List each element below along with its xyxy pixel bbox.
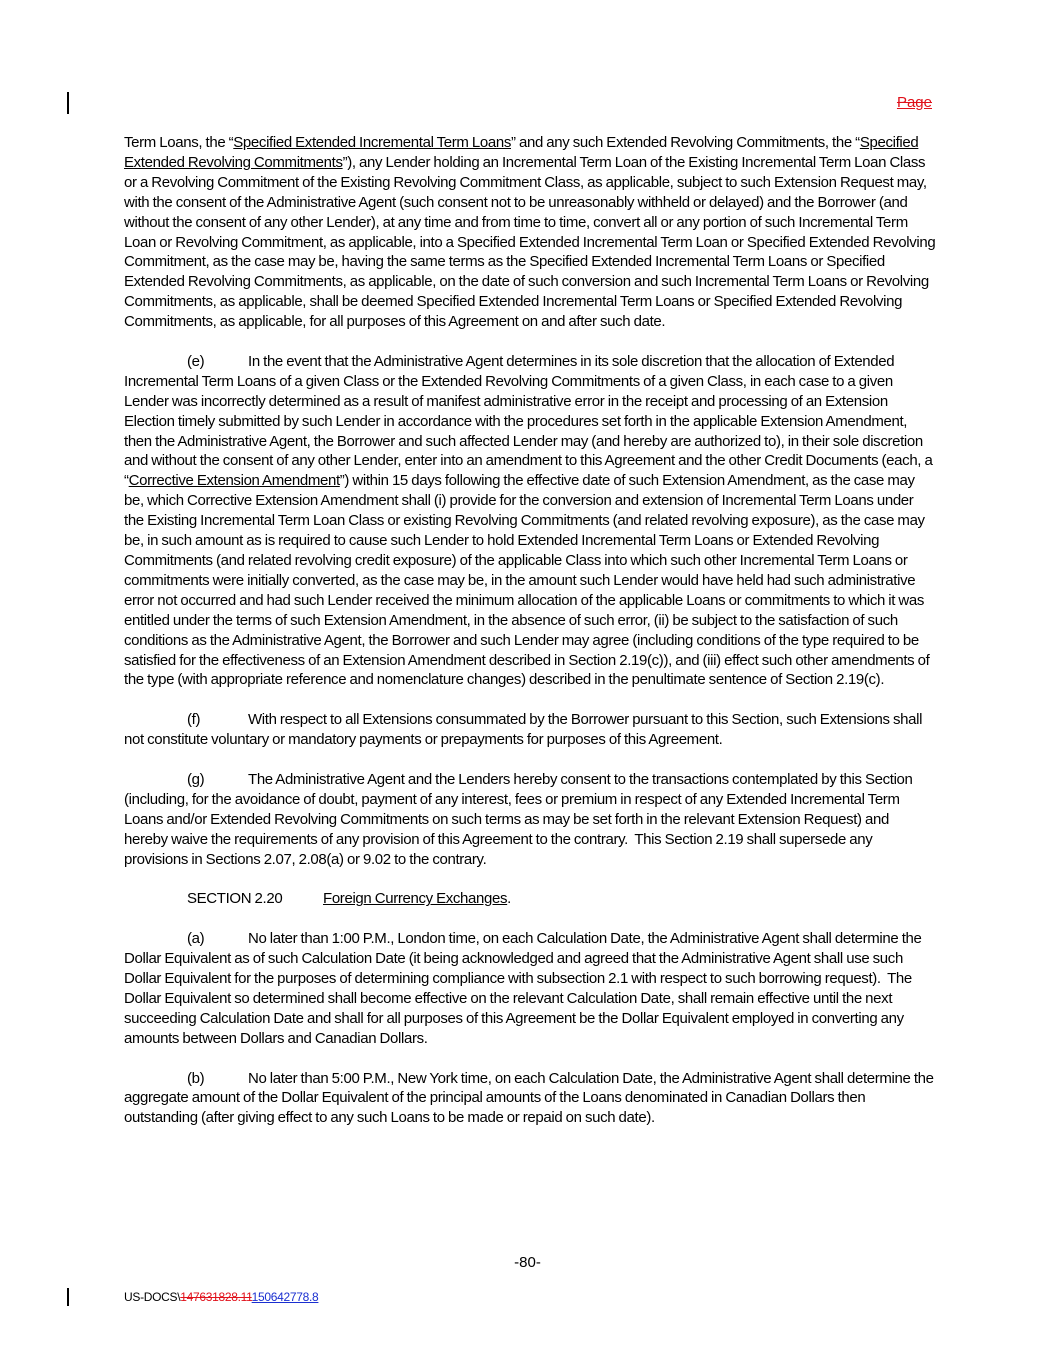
paragraph-f [124, 710, 936, 750]
text: ” and any such Extended Revolving Commitments, the “ [511, 134, 860, 151]
header-page-label-deleted: Page [896, 94, 932, 111]
document-id [124, 1290, 318, 1304]
text: . [507, 890, 511, 908]
defined-term: Specified Extended Revolving Commitments [124, 134, 919, 171]
section-heading [124, 889, 936, 909]
doc-id-prefix: US-DOCS\ [124, 1290, 181, 1304]
text: The Administrative Agent and the Lenders hereby consent to the transactions contemplated by this Section (including, for the avoidance of doubt, payment of any interest, fees or premium in respect of any Extended Incremental Term Loans and/or Extended Revolving Commitments on such terms as may be set forth in the relevant Extension Request) and hereby waive the requirements of any provision of this Agreement to the contrary. This Section 2.19 shall supersede any provisions in Sections 2.07, 2.08(a) or 9.02 to the contrary. [124, 770, 916, 868]
doc-id-inserted: 150642778.8 [251, 1290, 319, 1304]
paragraph-b [124, 1069, 936, 1129]
paragraph-continuation [124, 133, 936, 332]
defined-term: Specified Extended Incremental Term Loans [233, 134, 511, 151]
doc-id-deleted: 147631828.11 [180, 1290, 252, 1304]
clause-label: (f) [187, 711, 201, 729]
clause-label: (b) [187, 1069, 205, 1087]
text: No later than 1:00 P.M., London time, on each Calculation Date, the Administrative Agent shall determine the Dollar Equivalent as of such Calculation Date (it being acknowledged and agreed that the Administrative Agent shall use such Dollar Equivalent for the purposes of determining compliance with subsection 2.1 with respect to such borrowing request). The Dollar Equivalent so determined shall become effective on the relevant Calculation Date, shall remain effective until the next succeeding Calculation Date and shall for all purposes of this Agreement be the Dollar Equivalent employed in converting any amounts between Dollars and Canadian Dollars. [124, 930, 925, 1047]
text: No later than 5:00 P.M., New York time, on each Calculation Date, the Administrative Agent shall determine the aggregate amount of the Dollar Equivalent of the principal amounts of the Loans denominated in Canadian Dollars then outstanding (after giving effect to any such Loans to be made or repaid on such date). [124, 1069, 934, 1127]
text: In the event that the Administrative Agent determines in its sole discretion that the allocation of Extended Incremental Term Loans of a given Class or the Extended Revolving Commitments of a given Class, in each case to a given Lender was incorrectly determined as a result of manifest administrative error in the receipt and processing of an Extension Election timely submitted by such Lender in accordance with the procedures set forth in the applicable Extension Amendment, then the Administrative Agent, the Borrower and such affected Lender may (and hereby are authorized to), in their sole discretion and without the consent of any other Lender, enter into an amendment to this Agreement and the other Credit Documents (each, a “ [124, 352, 933, 490]
text: Term Loans, the “ [124, 134, 234, 151]
defined-term: Corrective Extension Amendment [128, 472, 340, 490]
document-body [124, 133, 936, 1148]
change-bar-top [67, 92, 69, 114]
change-bar-bottom [67, 1288, 69, 1306]
text: ”) within 15 days following the effective date of such Extension Amendment, as the case may be, which Corrective Extension Amendment shall (i) provide for the conversion and extension of Incremental Term Loans under the Existing Incremental Term Loan Class or existing Revolving Commitments (and related revolving exposure), as the case may be, in such amount as is required to cause such Lender to hold Extended Incremental Term Loans or Extended Revolving Commitments (and related revolving credit exposure) of the applicable Class into which such other Incremental Term Loans or commitments were initially converted, as the case may be, in the amount such Lender would have held had such administrative error not occurred and had such Lender received the minimum allocation of the applicable Loans or commitments to which it was entitled under the terms of such Extension Amendment, in the absence of such error, (ii) be subject to the satisfaction of such conditions as the Administrative Agent, the Borrower and such Lender may agree (including conditions of the type required to be satisfied for the effectiveness of an Extension Amendment described in Section 2.19(c)), and (iii) effect such other amendments of the type (with appropriate reference and nomenclature changes) described in the penultimate sentence of Section 2.19(c). [124, 472, 930, 689]
clause-label: (g) [187, 770, 205, 788]
text: With respect to all Extensions consummated by the Borrower pursuant to this Section, such Extensions shall not constitute voluntary or mandatory payments or prepayments for purposes of this Agreement. [124, 711, 923, 749]
section-title: Foreign Currency Exchanges [323, 890, 508, 908]
page-number: -80- [514, 1254, 541, 1271]
paragraph-a [124, 929, 936, 1048]
text: ”), any Lender holding an Incremental Term Loan of the Existing Incremental Term Loan Class or a Revolving Commitment of the Existing Revolving Commitment Class, as applicable, subject to such Extension Request may, with the consent of the Administrative Agent (such consent not to be unreasonably withheld or delayed) and the Borrower (and without the consent of any other Lender), at any time and from time to time, convert all or any portion of such Incremental Term Loan or Revolving Commitment, as applicable, into a Specified Extended Incremental Term Loan or Specified Extended Revolving Commitment, as the case may be, having the same terms as the Specified Extended Incremental Term Loans or Specified Extended Revolving Commitments, as applicable, on the date of such conversion and such Incremental Term Loans or Revolving Commitments, as applicable, shall be deemed Specified Extended Incremental Term Loans or Specified Extended Revolving Commitments, as applicable, for all purposes of this Agreement on and after such date. [124, 153, 936, 331]
clause-label: (e) [187, 352, 205, 370]
clause-label: (a) [187, 930, 205, 948]
paragraph-e [124, 352, 936, 690]
section-number: SECTION 2.20 [187, 890, 283, 908]
paragraph-g [124, 770, 936, 870]
